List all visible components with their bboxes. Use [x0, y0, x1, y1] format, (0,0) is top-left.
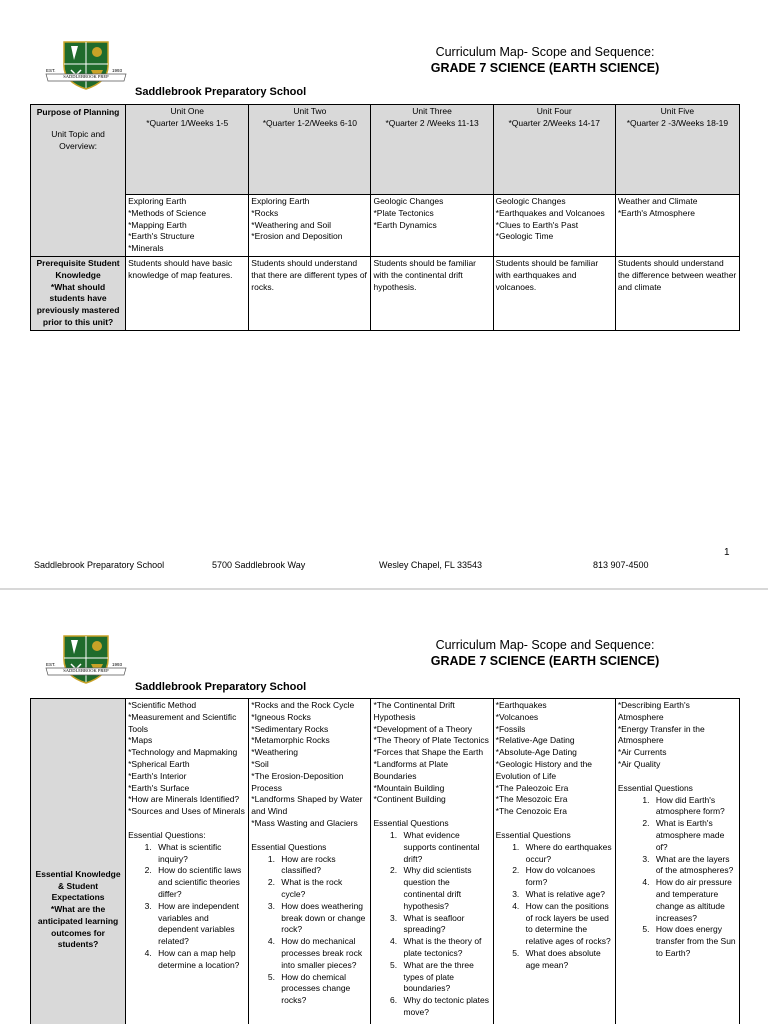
topic-line: *Mapping Earth: [128, 219, 187, 230]
logo-year-text: 1993: [112, 68, 123, 73]
topic-line: *Mass Wasting and Glaciers: [251, 817, 358, 828]
title-line-1: Curriculum Map- Scope and Sequence:: [435, 45, 655, 59]
topic-line: *Volcanoes: [495, 711, 539, 722]
prereq-sub-label: *What should students have previously mastered prior to this unit?: [36, 281, 120, 327]
topic-line: Exploring Earth: [128, 196, 187, 207]
question-list: [496, 842, 613, 972]
topic-label: Unit Topic and Overview:: [51, 128, 105, 151]
unit-name: Unit Four: [536, 106, 572, 116]
table-row: [31, 257, 740, 331]
unit-header-1: [126, 105, 249, 195]
logo-est-text: EST.: [46, 662, 56, 667]
topic-line: *Energy Transfer in the Atmosphere: [617, 723, 705, 746]
list-item: 1. Where do earthquakes occur?: [522, 842, 613, 866]
list-item: 5. How do chemical processes change rocks?: [277, 972, 368, 1007]
topic-line: Geologic Changes: [495, 196, 566, 207]
topic-line: *Methods of Science: [128, 207, 207, 218]
topic-line: *Erosion and Deposition: [251, 231, 343, 242]
topic-cell-3: [371, 195, 493, 257]
topic-line: *The Erosion-Deposition Process: [251, 770, 344, 793]
unit-quarter: *Quarter 1/Weeks 1-5: [146, 117, 229, 128]
purpose-label: Purpose of Planning: [36, 107, 120, 117]
list-item: 3. How does weathering break down or change rock?: [277, 901, 368, 936]
list-item: 2. Why did scientists question the continental drift hypothesis?: [399, 865, 490, 912]
topic-line: *Absolute-Age Dating: [495, 747, 577, 758]
eq-heading: Essential Questions: [495, 829, 571, 840]
topic-line: *Earth's Surface: [128, 782, 190, 793]
logo-year-text: 1993: [112, 662, 123, 667]
list-item: 2. How do scientific laws and scientific theories differ?: [154, 865, 246, 900]
list-item: 5. What are the three types of plate boundaries?: [399, 960, 490, 995]
curriculum-table-page-2: [30, 698, 740, 1024]
purpose-label-cell: [31, 105, 126, 257]
list-item: 6. Why do tectonic plates move?: [399, 995, 490, 1019]
ek-label-cell: [31, 699, 126, 1024]
unit-header-3: [371, 105, 493, 195]
unit-name: Unit Five: [660, 106, 695, 116]
ek-sub-label: *What are the anticipated learning outcomes for students?: [37, 904, 119, 950]
topic-line: *Continent Building: [373, 794, 446, 805]
table-row: [31, 699, 740, 1024]
topic-line: *Scientific Method: [128, 700, 197, 710]
topic-line: *Rocks: [251, 207, 279, 218]
question-list: [373, 830, 490, 1019]
list-item: 4. How can the positions of rock layers be used to determine the relative ages of rocks?: [522, 901, 613, 948]
topic-cell-4: [493, 195, 615, 257]
logo-banner-text: SADDLEBROOK PREP: [63, 668, 109, 673]
title-line-1: Curriculum Map- Scope and Sequence:: [435, 638, 655, 652]
topic-line: *Igneous Rocks: [251, 711, 311, 722]
footer-address: 5700 Saddlebrook Way: [212, 560, 306, 570]
unit-quarter: *Quarter 1-2/Weeks 6-10: [262, 117, 358, 128]
topic-line: *Earth's Atmosphere: [617, 207, 696, 218]
list-item: 1. How are rocks classified?: [277, 854, 368, 878]
list-item: 3. How are independent variables and dependent variables related?: [154, 901, 246, 948]
unit-name: Unit Three: [412, 106, 452, 116]
curriculum-table-page-1: [30, 104, 740, 331]
unit-name: Unit Two: [293, 106, 327, 116]
topic-cell-5: [615, 195, 739, 257]
logo-banner-text: SADDLEBROOK PREP: [63, 74, 109, 79]
ek-cell-2: [249, 699, 371, 1024]
topic-line: *Geologic Time: [495, 231, 554, 242]
list-item: 3. What is seafloor spreading?: [399, 913, 490, 937]
topic-line: *Forces that Shape the Earth: [373, 747, 484, 758]
list-item: 4. How do mechanical processes break rock into smaller pieces?: [277, 936, 368, 971]
topic-line: *Measurement and Scientific Tools: [128, 711, 237, 734]
topic-line: *Relative-Age Dating: [495, 735, 575, 746]
topic-line: *Maps: [128, 735, 153, 746]
topic-line: *Earthquakes and Volcanoes: [495, 207, 605, 218]
unit-quarter: *Quarter 2 /Weeks 11-13: [385, 117, 479, 128]
question-list: [618, 795, 737, 960]
list-item: 4. What is the theory of plate tectonics?: [399, 936, 490, 960]
table-row: [31, 195, 740, 257]
topic-line: Geologic Changes: [373, 196, 444, 207]
unit-header-2: [249, 105, 371, 195]
topic-line: *Geologic History and the Evolution of Life: [495, 758, 593, 781]
eq-heading: Essential Questions: [251, 841, 327, 852]
topic-line: *Spherical Earth: [128, 758, 190, 769]
unit-name: Unit One: [170, 106, 204, 116]
list-item: 1. What evidence supports continental drift?: [399, 830, 490, 865]
topic-line: *Clues to Earth's Past: [495, 219, 579, 230]
title-block: [400, 637, 690, 669]
topic-line: *Air Currents: [617, 747, 667, 758]
topic-line: *Soil: [251, 758, 269, 769]
topic-line: *Landforms Shaped by Water and Wind: [251, 794, 363, 817]
topic-line: *Technology and Mapmaking: [128, 747, 238, 758]
unit-header-4: [493, 105, 615, 195]
topic-line: *The Theory of Plate Tectonics: [373, 735, 489, 746]
topic-cell-1: [126, 195, 249, 257]
logo-est-text: EST.: [46, 68, 56, 73]
list-item: 2. How do volcanoes form?: [522, 865, 613, 889]
topic-line: *Earth's Interior: [128, 770, 187, 781]
topic-line: *Development of a Theory: [373, 723, 473, 734]
unit-quarter: *Quarter 2/Weeks 14-17: [508, 117, 600, 128]
footer-phone: 813 907-4500: [593, 560, 649, 570]
ek-cell-3: [371, 699, 493, 1024]
prereq-cell-4: Students should be familiar with earthquakes and volcanoes.: [493, 257, 615, 331]
topic-line: *Metamorphic Rocks: [251, 735, 330, 746]
topic-line: *Sources and Uses of Minerals: [128, 806, 245, 817]
topic-line: *Weathering: [251, 747, 298, 758]
topic-line: *Minerals: [128, 243, 164, 254]
topic-line: *Sedimentary Rocks: [251, 723, 329, 734]
unit-quarter: *Quarter 2 -3/Weeks 18-19: [626, 117, 729, 128]
topic-line: Exploring Earth: [251, 196, 310, 207]
ek-cell-1: [126, 699, 249, 1024]
prereq-cell-3: Students should be familiar with the continental drift hypothesis.: [371, 257, 493, 331]
topic-line: *Weathering and Soil: [251, 219, 331, 230]
prereq-label-cell: [31, 257, 126, 331]
question-list: [128, 842, 246, 972]
school-crest-logo: [44, 634, 128, 684]
topic-line: *Landforms at Plate Boundaries: [373, 758, 449, 781]
title-line-2: GRADE 7 SCIENCE (EARTH SCIENCE): [430, 61, 660, 75]
prereq-label: Prerequisite Student Knowledge: [36, 258, 120, 280]
list-item: 3. What is relative age?: [522, 889, 613, 901]
list-item: 3. What are the layers of the atmospheres?: [652, 854, 737, 878]
topic-line: *Plate Tectonics: [373, 207, 434, 218]
unit-header-5: [615, 105, 739, 195]
topic-line: *Rocks and the Rock Cycle: [251, 700, 355, 710]
topic-line: *Earth's Structure: [128, 231, 195, 242]
eq-heading: Essential Questions:: [128, 829, 206, 840]
page-2: [0, 590, 768, 1024]
prereq-cell-5: Students should understand the difference between weather and climate: [615, 257, 739, 331]
topic-line: *Earth Dynamics: [373, 219, 437, 230]
topic-line: *Earthquakes: [495, 700, 547, 710]
topic-line: *Air Quality: [617, 758, 661, 769]
school-name: Saddlebrook Preparatory School: [135, 86, 307, 98]
list-item: 4. How do air pressure and temperature change as altitude increases?: [652, 877, 737, 924]
topic-line: *Fossils: [495, 723, 526, 734]
topic-line: *The Continental Drift Hypothesis: [373, 700, 455, 722]
eq-heading: Essential Questions: [373, 818, 449, 829]
ek-cell-4: [493, 699, 615, 1024]
page-number: 1: [724, 547, 730, 558]
list-item: 5. What does absolute age mean?: [522, 948, 613, 972]
topic-line: *The Cenozoic Era: [495, 806, 567, 817]
school-crest-logo: [44, 40, 128, 90]
list-item: 4. How can a map help determine a location?: [154, 948, 246, 972]
topic-line: *How are Minerals Identified?: [128, 794, 240, 805]
list-item: 2. What is the rock cycle?: [277, 877, 368, 901]
title-line-2: GRADE 7 SCIENCE (EARTH SCIENCE): [430, 654, 660, 668]
topic-line: *The Paleozoic Era: [495, 782, 569, 793]
topic-line: *Mountain Building: [373, 782, 445, 793]
topic-cell-2: [249, 195, 371, 257]
table-row: [31, 105, 740, 195]
prereq-cell-1: Students should have basic knowledge of map features.: [126, 257, 249, 331]
footer-city: Wesley Chapel, FL 33543: [379, 560, 483, 570]
eq-heading: Essential Questions: [617, 782, 693, 793]
list-item: 5. How does energy transfer from the Sun to Earth?: [652, 924, 737, 959]
title-block: [400, 44, 690, 76]
prereq-cell-2: Students should understand that there are different types of rocks.: [249, 257, 371, 331]
list-item: 2. What is Earth's atmosphere made of?: [652, 818, 737, 853]
list-item: 1. How did Earth's atmosphere form?: [652, 795, 737, 819]
ek-cell-5: [615, 699, 739, 1024]
list-item: 1. What is scientific inquiry?: [154, 842, 246, 866]
ek-label: Essential Knowledge & Student Expectations: [35, 868, 121, 903]
topic-line: *Describing Earth's Atmosphere: [617, 700, 690, 722]
question-list: [251, 854, 368, 1007]
topic-line: *The Mesozoic Era: [495, 794, 568, 805]
footer-school: Saddlebrook Preparatory School: [34, 560, 165, 570]
topic-line: Weather and Climate: [617, 196, 698, 207]
school-name: Saddlebrook Preparatory School: [135, 681, 307, 693]
